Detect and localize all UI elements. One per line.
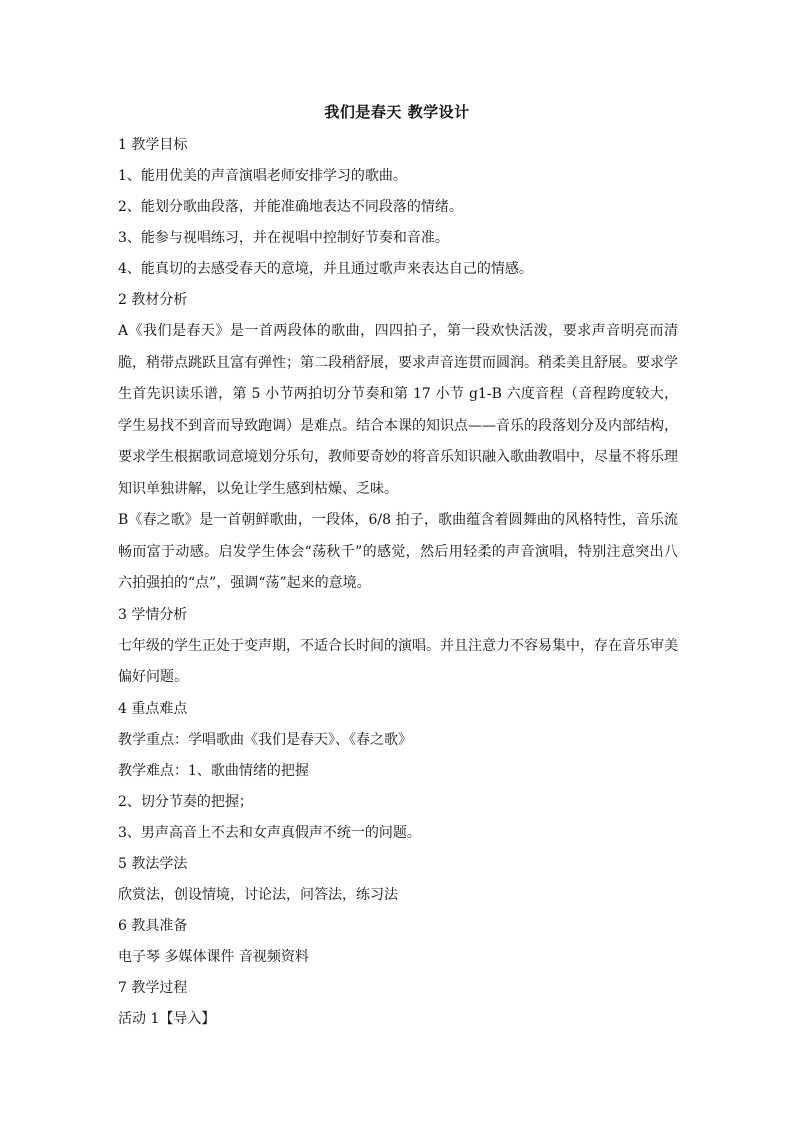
teaching-difficulty-item: 3、男声高音上不去和女声真假声不统一的问题。 bbox=[118, 824, 421, 841]
section-heading-methods: 5 教法学法 bbox=[118, 855, 188, 872]
teaching-focus: 教学重点：学唱歌曲《我们是春天》、《春之歌》 bbox=[118, 731, 412, 748]
tools-text: 电子琴 多媒体课件 音视频资料 bbox=[118, 948, 309, 965]
document-title: 我们是春天 教学设计 bbox=[324, 103, 470, 121]
material-paragraph-b: B《春之歌》是一首朝鲜歌曲，一段体，6/8 拍子，歌曲蕴含着圆舞曲的风格特性，音乐流畅而富于动感。启发学生体会“荡秋千”的感觉，然后用轻柔的声音演唱，特别注意突出八六拍强拍的“点”，强调“荡”起来的意境。 bbox=[118, 512, 678, 591]
document-body bbox=[118, 130, 678, 1035]
goal-item: 2、能划分歌曲段落，并能准确地表达不同段落的情绪。 bbox=[118, 199, 463, 215]
section-heading-tools: 6 教具准备 bbox=[118, 917, 188, 934]
methods-text: 欣赏法，创设情境，讨论法，问答法，练习法 bbox=[118, 886, 398, 903]
teaching-difficulty: 教学难点：1、歌曲情绪的把握 bbox=[118, 762, 309, 779]
process-activity-1: 活动 1【导入】 bbox=[118, 1010, 216, 1027]
students-paragraph: 七年级的学生正处于变声期，不适合长时间的演唱。并且注意力不容易集中，存在音乐审美偏好问题。 bbox=[118, 637, 678, 685]
goal-item: 3、能参与视唱练习，并在视唱中控制好节奏和音准。 bbox=[118, 230, 449, 246]
teaching-difficulty-item: 2、切分节奏的把握； bbox=[118, 793, 253, 810]
section-heading-material: 2 教材分析 bbox=[118, 292, 188, 308]
section-heading-students: 3 学情分析 bbox=[118, 606, 188, 623]
goal-item: 1、能用优美的声音演唱老师安排学习的歌曲。 bbox=[118, 168, 407, 184]
section-heading-goals: 1 教学目标 bbox=[118, 137, 188, 153]
material-paragraph-a: A《我们是春天》是一首两段体的歌曲，四四拍子，第一段欢快活泼，要求声音明亮而清脆，稍带点跳跃且富有弹性；第二段稍舒展，要求声音连贯而圆润。稍柔美且舒展。要求学生首先识读乐谱，第 5 小节两拍切分节奏和第 17 小节 g1-B 六度音程（音程跨度较大，学生易找不到音而导致跑调）是难点。结合本课的知识点——音乐的段落划分及内部结构，要求学生根据歌词意境划分乐句，教师要奇妙的将音乐知识融入歌曲教唱中，尽量不将乐理知识单独讲解，以免让学生感到枯燥、乏味。 bbox=[118, 323, 678, 497]
goal-item: 4、能真切的去感受春天的意境，并且通过歌声来表达自己的情感。 bbox=[118, 261, 533, 277]
section-heading-process: 7 教学过程 bbox=[118, 979, 188, 996]
section-heading-key-points: 4 重点难点 bbox=[118, 700, 188, 717]
